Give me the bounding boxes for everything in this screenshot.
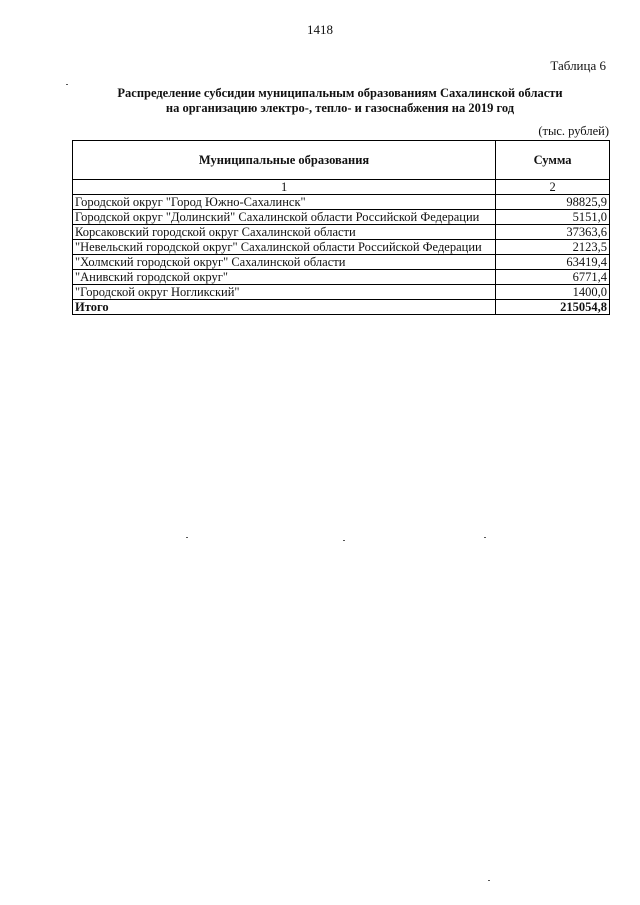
scan-speck [484,537,486,538]
table-row [73,270,610,285]
scan-speck [343,540,345,541]
column-number-1: 1 [73,180,496,195]
column-number-2: 2 [496,180,610,195]
scan-speck [66,84,68,85]
scan-speck [488,880,490,881]
table-caption: Таблица 6 [550,58,606,73]
row-sum: 5151,0 [496,210,610,225]
row-sum: 1400,0 [496,285,610,300]
total-sum: 215054,8 [496,300,610,315]
total-label: Итого [73,300,496,315]
row-name: "Анивский городской округ" [73,270,496,285]
row-name: Городской округ "Город Южно-Сахалинск" [73,195,496,210]
table-row [73,255,610,270]
scan-speck [186,537,188,538]
unit-label: (тыс. рублей) [538,124,609,138]
row-name: Корсаковский городской округ Сахалинской области [73,225,496,240]
row-sum: 2123,5 [496,240,610,255]
table-row [73,195,610,210]
row-name: "Городской округ Ногликский" [73,285,496,300]
page-number: 1418 [307,22,333,37]
header-sum: Сумма [496,141,610,180]
table-row [73,225,610,240]
table-row [73,210,610,225]
title-line-2: на организацию электро-, тепло- и газоснабжения на 2019 год [165,101,515,115]
row-sum: 37363,6 [496,225,610,240]
subsidy-table [72,140,610,315]
column-number-row [73,180,610,195]
header-row [73,141,610,180]
total-row [73,300,610,315]
row-name: "Холмский городской округ" Сахалинской области [73,255,496,270]
header-municipalities: Муниципальные образования [73,141,496,180]
document-title [70,86,610,116]
row-sum: 98825,9 [496,195,610,210]
row-sum: 6771,4 [496,270,610,285]
table-row [73,285,610,300]
row-sum: 63419,4 [496,255,610,270]
row-name: "Невельский городской округ" Сахалинской области Российской Федерации [73,240,496,255]
row-name: Городской округ "Долинский" Сахалинской области Российской Федерации [73,210,496,225]
table-row [73,240,610,255]
title-line-1: Распределение субсидии муниципальным образованиям Сахалинской области [117,86,563,100]
